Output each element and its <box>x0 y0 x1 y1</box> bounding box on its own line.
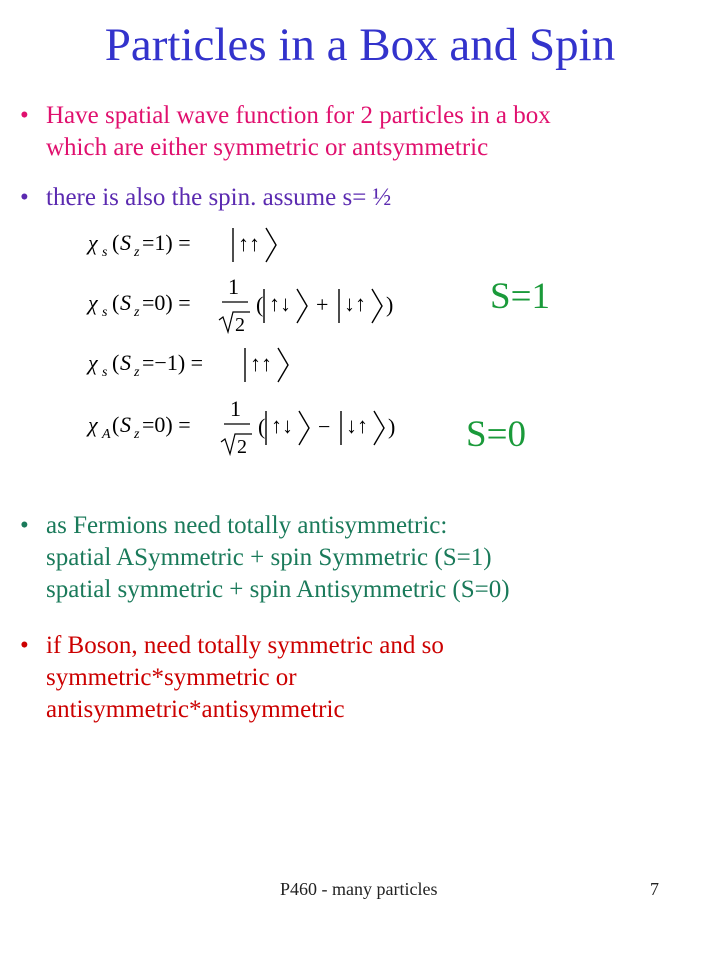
svg-text:z: z <box>134 245 140 260</box>
bullet-line: symmetric*symmetric or <box>46 664 297 691</box>
equation-triplet-zero <box>86 274 393 336</box>
svg-text:s: s <box>102 305 108 320</box>
svg-text:): ) <box>386 292 394 317</box>
svg-text:=−1) =: =−1) = <box>142 350 204 375</box>
svg-text:s: s <box>102 365 108 380</box>
svg-text:−: − <box>318 414 331 439</box>
svg-text:z: z <box>134 427 140 442</box>
footer-course-label: P460 - many particles <box>280 879 438 899</box>
svg-text:s: s <box>102 245 108 260</box>
bullet-line: spatial symmetric + spin Antisymmetric (S=0) <box>46 576 510 603</box>
svg-text:=1) =: =1) = <box>142 230 191 255</box>
svg-text:χ: χ <box>88 290 98 315</box>
equation-triplet-up <box>86 228 276 262</box>
svg-text:=0) =: =0) = <box>142 412 191 437</box>
svg-text:(: ( <box>112 412 120 437</box>
spin-label-triplet: S=1 <box>490 276 550 317</box>
svg-text:↓↑: ↓↑ <box>346 413 368 438</box>
svg-text:S: S <box>120 350 131 375</box>
svg-text:↓↑: ↓↑ <box>344 291 366 316</box>
footer-page-number: 7 <box>650 879 659 899</box>
svg-text:1: 1 <box>228 274 239 299</box>
svg-text:↑↓: ↑↓ <box>271 413 293 438</box>
svg-text:(: ( <box>258 414 266 439</box>
bullet-line: antisymmetric*antisymmetric <box>46 696 345 723</box>
svg-text:χ: χ <box>88 412 98 437</box>
bullet-line: which are either symmetric or antsymmetric <box>46 134 489 161</box>
slide-title: Particles in a Box and Spin <box>104 19 616 71</box>
bullet-line: as Fermions need totally antisymmetric: <box>46 512 448 539</box>
svg-text:(: ( <box>256 292 264 317</box>
bullet-line: Have spatial wave function for 2 particles in a box <box>46 102 551 129</box>
equation-triplet-down <box>86 348 288 382</box>
svg-text:2: 2 <box>237 436 247 458</box>
bullet-text <box>46 630 696 726</box>
svg-text:+: + <box>316 292 329 317</box>
spin-label-singlet: S=0 <box>466 414 526 455</box>
bullet-dot: • <box>20 184 29 211</box>
svg-text:(: ( <box>112 350 120 375</box>
svg-text:(: ( <box>112 230 120 255</box>
svg-text:(: ( <box>112 290 120 315</box>
svg-text:S: S <box>120 412 131 437</box>
svg-text:=0) =: =0) = <box>142 290 191 315</box>
bullet-line: there is also the spin. assume s= ½ <box>46 184 392 211</box>
bullet-dot: • <box>20 632 29 659</box>
bullet-dot: • <box>20 512 29 539</box>
svg-text:↑↓: ↑↓ <box>269 291 291 316</box>
svg-text:S: S <box>120 230 131 255</box>
svg-text:1: 1 <box>230 396 241 421</box>
svg-text:χ: χ <box>88 350 98 375</box>
svg-text:z: z <box>134 365 140 380</box>
svg-text:↑↑: ↑↑ <box>238 231 260 256</box>
svg-text:A: A <box>102 427 111 442</box>
bullet-line: spatial ASymmetric + spin Symmetric (S=1) <box>46 544 492 571</box>
bullet-dot: • <box>20 102 29 129</box>
svg-text:χ: χ <box>88 230 98 255</box>
bullet-line: if Boson, need totally symmetric and so <box>46 632 444 659</box>
svg-text:): ) <box>388 414 396 439</box>
bullet-text <box>46 510 696 606</box>
svg-text:2: 2 <box>235 314 245 336</box>
equation-singlet <box>86 396 395 458</box>
svg-text:↑↑: ↑↑ <box>250 351 272 376</box>
svg-text:z: z <box>134 305 140 320</box>
svg-text:S: S <box>120 290 131 315</box>
